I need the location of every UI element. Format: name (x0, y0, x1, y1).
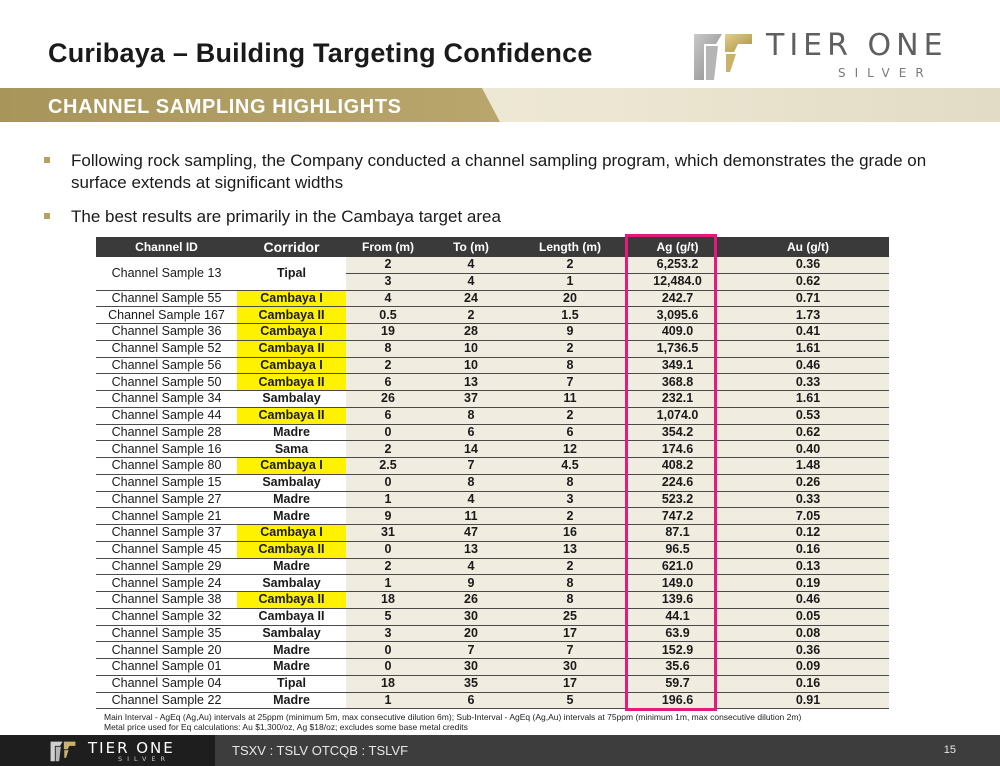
company-logo (692, 28, 960, 84)
au-cell: 1.48 (727, 458, 889, 475)
from-cell: 3 (346, 625, 430, 642)
ag-cell: 152.9 (628, 642, 727, 659)
corridor-cell: Cambaya I (237, 357, 346, 374)
length-cell: 6 (512, 424, 628, 441)
channel-id-cell: Channel Sample 38 (96, 592, 237, 609)
footer-bar (0, 735, 1000, 766)
au-cell: 0.08 (727, 625, 889, 642)
length-cell: 7 (512, 374, 628, 391)
column-header: Corridor (237, 237, 346, 257)
bullet-text: Following rock sampling, the Company conducted a channel sampling program, which demonstrates the grade on surface extends at significant widths (71, 151, 927, 192)
to-cell: 10 (430, 357, 512, 374)
ag-cell: 621.0 (628, 558, 727, 575)
length-cell: 1.5 (512, 307, 628, 324)
corridor-cell: Sama (237, 441, 346, 458)
from-cell: 1 (346, 575, 430, 592)
length-cell: 12 (512, 441, 628, 458)
au-cell: 0.16 (727, 675, 889, 692)
channel-id-cell: Channel Sample 20 (96, 642, 237, 659)
channel-id-cell: Channel Sample 50 (96, 374, 237, 391)
footnote (104, 712, 964, 732)
length-cell: 17 (512, 625, 628, 642)
from-cell: 6 (346, 407, 430, 424)
from-cell: 19 (346, 324, 430, 341)
page-title: Curibaya – Building Targeting Confidence (48, 38, 593, 68)
section-banner-title: CHANNEL SAMPLING HIGHLIGHTS (48, 96, 402, 118)
table-row (96, 592, 889, 609)
to-cell: 35 (430, 675, 512, 692)
corridor-cell: Cambaya II (237, 592, 346, 609)
channel-id-cell: Channel Sample 37 (96, 525, 237, 542)
channel-id-cell: Channel Sample 01 (96, 659, 237, 676)
length-cell: 8 (512, 575, 628, 592)
ag-cell: 96.5 (628, 541, 727, 558)
to-cell: 30 (430, 659, 512, 676)
table-row (96, 491, 889, 508)
to-cell: 20 (430, 625, 512, 642)
table-row (96, 441, 889, 458)
from-cell: 18 (346, 675, 430, 692)
corridor-cell: Sambalay (237, 575, 346, 592)
ag-cell: 1,736.5 (628, 340, 727, 357)
column-header: Ag (g/t) (628, 237, 727, 257)
to-cell: 4 (430, 257, 512, 273)
channel-id-cell: Channel Sample 16 (96, 441, 237, 458)
footer-logo-area (0, 735, 215, 766)
ag-cell: 349.1 (628, 357, 727, 374)
ag-cell: 35.6 (628, 659, 727, 676)
bullet-list (44, 150, 944, 240)
table-row (96, 424, 889, 441)
au-cell: 0.36 (727, 642, 889, 659)
ag-cell: 139.6 (628, 592, 727, 609)
corridor-cell: Sambalay (237, 391, 346, 408)
channel-id-cell: Channel Sample 56 (96, 357, 237, 374)
from-cell: 0 (346, 642, 430, 659)
column-header: Channel ID (96, 237, 237, 257)
ag-cell: 747.2 (628, 508, 727, 525)
page-number: 15 (943, 744, 956, 756)
au-cell: 0.16 (727, 541, 889, 558)
to-cell: 9 (430, 575, 512, 592)
length-cell: 2 (512, 340, 628, 357)
table-row (96, 474, 889, 491)
table-row (96, 257, 889, 273)
to-cell: 11 (430, 508, 512, 525)
to-cell: 26 (430, 592, 512, 609)
bullet-square-icon (44, 213, 50, 219)
from-cell: 0 (346, 474, 430, 491)
corridor-cell: Cambaya I (237, 290, 346, 307)
length-cell: 3 (512, 491, 628, 508)
from-cell: 6 (346, 374, 430, 391)
au-cell: 0.13 (727, 558, 889, 575)
from-cell: 26 (346, 391, 430, 408)
from-cell: 0 (346, 424, 430, 441)
ag-cell: 12,484.0 (628, 273, 727, 290)
au-cell: 0.71 (727, 290, 889, 307)
length-cell: 9 (512, 324, 628, 341)
from-cell: 0.5 (346, 307, 430, 324)
ag-cell: 44.1 (628, 608, 727, 625)
au-cell: 0.36 (727, 257, 889, 273)
bullet-item (44, 150, 944, 194)
logo-subtext: SILVER (838, 66, 933, 80)
length-cell: 11 (512, 391, 628, 408)
channel-id-cell: Channel Sample 44 (96, 407, 237, 424)
length-cell: 1 (512, 273, 628, 290)
channel-id-cell: Channel Sample 34 (96, 391, 237, 408)
ag-cell: 3,095.6 (628, 307, 727, 324)
length-cell: 2 (512, 558, 628, 575)
ag-cell: 523.2 (628, 491, 727, 508)
tier-one-logo-mark-icon (692, 28, 754, 84)
au-cell: 0.33 (727, 491, 889, 508)
footnote-line: Main Interval - AgEq (Ag,Au) intervals at 25ppm (minimum 5m, max consecutive dilution 6m); Sub-Interval - AgEq (Ag,Au) intervals at 75ppm (minimum 1m, max consecutive dilution 2m) (104, 712, 802, 722)
from-cell: 8 (346, 340, 430, 357)
table-header-row (96, 237, 889, 257)
column-header: Au (g/t) (727, 237, 889, 257)
to-cell: 13 (430, 541, 512, 558)
bullet-text: The best results are primarily in the Cambaya target area (71, 207, 501, 226)
length-cell: 13 (512, 541, 628, 558)
ag-cell: 224.6 (628, 474, 727, 491)
channel-id-cell: Channel Sample 45 (96, 541, 237, 558)
au-cell: 7.05 (727, 508, 889, 525)
from-cell: 2 (346, 558, 430, 575)
channel-sampling-table (96, 237, 889, 709)
table-row (96, 458, 889, 475)
corridor-cell: Cambaya II (237, 541, 346, 558)
footer-logo-subtext: SILVER (118, 755, 171, 763)
footer-logo-text: TIER ONE (88, 739, 175, 757)
channel-id-cell: Channel Sample 04 (96, 675, 237, 692)
to-cell: 28 (430, 324, 512, 341)
channel-id-cell: Channel Sample 13 (96, 257, 237, 290)
corridor-cell: Madre (237, 424, 346, 441)
from-cell: 1 (346, 491, 430, 508)
table-row (96, 508, 889, 525)
to-cell: 30 (430, 608, 512, 625)
ag-cell: 59.7 (628, 675, 727, 692)
length-cell: 8 (512, 357, 628, 374)
corridor-cell: Sambalay (237, 625, 346, 642)
corridor-cell: Cambaya II (237, 307, 346, 324)
ag-cell: 87.1 (628, 525, 727, 542)
length-cell: 30 (512, 659, 628, 676)
footnote-line: Metal price used for Eq calculations: Au $1,300/oz, Ag $18/oz; excludes some base metal credits (104, 722, 468, 732)
au-cell: 0.41 (727, 324, 889, 341)
corridor-cell: Cambaya I (237, 525, 346, 542)
channel-id-cell: Channel Sample 80 (96, 458, 237, 475)
corridor-cell: Sambalay (237, 474, 346, 491)
au-cell: 1.61 (727, 391, 889, 408)
corridor-cell: Tipal (237, 675, 346, 692)
corridor-cell: Cambaya II (237, 340, 346, 357)
length-cell: 16 (512, 525, 628, 542)
ag-cell: 242.7 (628, 290, 727, 307)
channel-id-cell: Channel Sample 52 (96, 340, 237, 357)
table-row (96, 642, 889, 659)
from-cell: 5 (346, 608, 430, 625)
to-cell: 6 (430, 424, 512, 441)
ag-cell: 1,074.0 (628, 407, 727, 424)
from-cell: 0 (346, 541, 430, 558)
corridor-cell: Madre (237, 558, 346, 575)
length-cell: 2 (512, 257, 628, 273)
length-cell: 8 (512, 592, 628, 609)
channel-id-cell: Channel Sample 167 (96, 307, 237, 324)
length-cell: 2 (512, 407, 628, 424)
bullet-square-icon (44, 157, 50, 163)
length-cell: 7 (512, 642, 628, 659)
corridor-cell: Madre (237, 508, 346, 525)
to-cell: 6 (430, 692, 512, 709)
ag-cell: 232.1 (628, 391, 727, 408)
channel-id-cell: Channel Sample 35 (96, 625, 237, 642)
ag-cell: 6,253.2 (628, 257, 727, 273)
from-cell: 2.5 (346, 458, 430, 475)
to-cell: 13 (430, 374, 512, 391)
au-cell: 0.09 (727, 659, 889, 676)
au-cell: 0.12 (727, 525, 889, 542)
to-cell: 8 (430, 407, 512, 424)
table-row (96, 692, 889, 709)
channel-id-cell: Channel Sample 15 (96, 474, 237, 491)
ag-cell: 409.0 (628, 324, 727, 341)
table-row (96, 659, 889, 676)
table-row (96, 675, 889, 692)
bullet-item (44, 206, 944, 228)
table-row (96, 324, 889, 341)
channel-id-cell: Channel Sample 36 (96, 324, 237, 341)
from-cell: 1 (346, 692, 430, 709)
channel-id-cell: Channel Sample 29 (96, 558, 237, 575)
length-cell: 17 (512, 675, 628, 692)
ag-cell: 408.2 (628, 458, 727, 475)
from-cell: 3 (346, 273, 430, 290)
ag-cell: 368.8 (628, 374, 727, 391)
au-cell: 0.62 (727, 424, 889, 441)
corridor-cell: Madre (237, 642, 346, 659)
to-cell: 7 (430, 642, 512, 659)
au-cell: 0.53 (727, 407, 889, 424)
column-header: Length (m) (512, 237, 628, 257)
ag-cell: 149.0 (628, 575, 727, 592)
to-cell: 47 (430, 525, 512, 542)
to-cell: 24 (430, 290, 512, 307)
channel-id-cell: Channel Sample 24 (96, 575, 237, 592)
tier-one-logo-mark-icon (46, 739, 80, 763)
to-cell: 10 (430, 340, 512, 357)
table-row (96, 290, 889, 307)
to-cell: 8 (430, 474, 512, 491)
au-cell: 0.26 (727, 474, 889, 491)
length-cell: 8 (512, 474, 628, 491)
au-cell: 0.33 (727, 374, 889, 391)
table-row (96, 625, 889, 642)
table-row (96, 558, 889, 575)
to-cell: 2 (430, 307, 512, 324)
channel-id-cell: Channel Sample 32 (96, 608, 237, 625)
au-cell: 0.19 (727, 575, 889, 592)
corridor-cell: Madre (237, 491, 346, 508)
ag-cell: 196.6 (628, 692, 727, 709)
channel-id-cell: Channel Sample 27 (96, 491, 237, 508)
from-cell: 4 (346, 290, 430, 307)
au-cell: 0.46 (727, 592, 889, 609)
from-cell: 31 (346, 525, 430, 542)
channel-id-cell: Channel Sample 55 (96, 290, 237, 307)
corridor-cell: Cambaya I (237, 458, 346, 475)
logo-text: TIER ONE (766, 28, 948, 63)
table-body (96, 257, 889, 709)
au-cell: 0.46 (727, 357, 889, 374)
to-cell: 4 (430, 273, 512, 290)
channel-id-cell: Channel Sample 21 (96, 508, 237, 525)
corridor-cell: Cambaya II (237, 608, 346, 625)
from-cell: 2 (346, 257, 430, 273)
ag-cell: 354.2 (628, 424, 727, 441)
from-cell: 2 (346, 357, 430, 374)
to-cell: 37 (430, 391, 512, 408)
table-row (96, 340, 889, 357)
table-row (96, 357, 889, 374)
corridor-cell: Tipal (237, 257, 346, 290)
ag-cell: 174.6 (628, 441, 727, 458)
length-cell: 20 (512, 290, 628, 307)
from-cell: 18 (346, 592, 430, 609)
to-cell: 4 (430, 491, 512, 508)
from-cell: 0 (346, 659, 430, 676)
table-row (96, 374, 889, 391)
table-row (96, 391, 889, 408)
au-cell: 0.05 (727, 608, 889, 625)
to-cell: 4 (430, 558, 512, 575)
column-header: From (m) (346, 237, 430, 257)
channel-id-cell: Channel Sample 22 (96, 692, 237, 709)
to-cell: 7 (430, 458, 512, 475)
au-cell: 1.61 (727, 340, 889, 357)
channel-id-cell: Channel Sample 28 (96, 424, 237, 441)
au-cell: 0.62 (727, 273, 889, 290)
table-row (96, 608, 889, 625)
ag-column-highlight-box (625, 234, 717, 711)
column-header: To (m) (430, 237, 512, 257)
from-cell: 9 (346, 508, 430, 525)
au-cell: 0.91 (727, 692, 889, 709)
corridor-cell: Cambaya II (237, 374, 346, 391)
table-row (96, 541, 889, 558)
length-cell: 4.5 (512, 458, 628, 475)
corridor-cell: Madre (237, 692, 346, 709)
ticker-symbols: TSXV : TSLV OTCQB : TSLVF (232, 743, 409, 758)
table-row (96, 407, 889, 424)
au-cell: 0.40 (727, 441, 889, 458)
table-row (96, 307, 889, 324)
length-cell: 5 (512, 692, 628, 709)
length-cell: 2 (512, 508, 628, 525)
corridor-cell: Cambaya I (237, 324, 346, 341)
length-cell: 25 (512, 608, 628, 625)
ag-cell: 63.9 (628, 625, 727, 642)
corridor-cell: Madre (237, 659, 346, 676)
to-cell: 14 (430, 441, 512, 458)
au-cell: 1.73 (727, 307, 889, 324)
table-row (96, 525, 889, 542)
table-row (96, 575, 889, 592)
from-cell: 2 (346, 441, 430, 458)
corridor-cell: Cambaya II (237, 407, 346, 424)
